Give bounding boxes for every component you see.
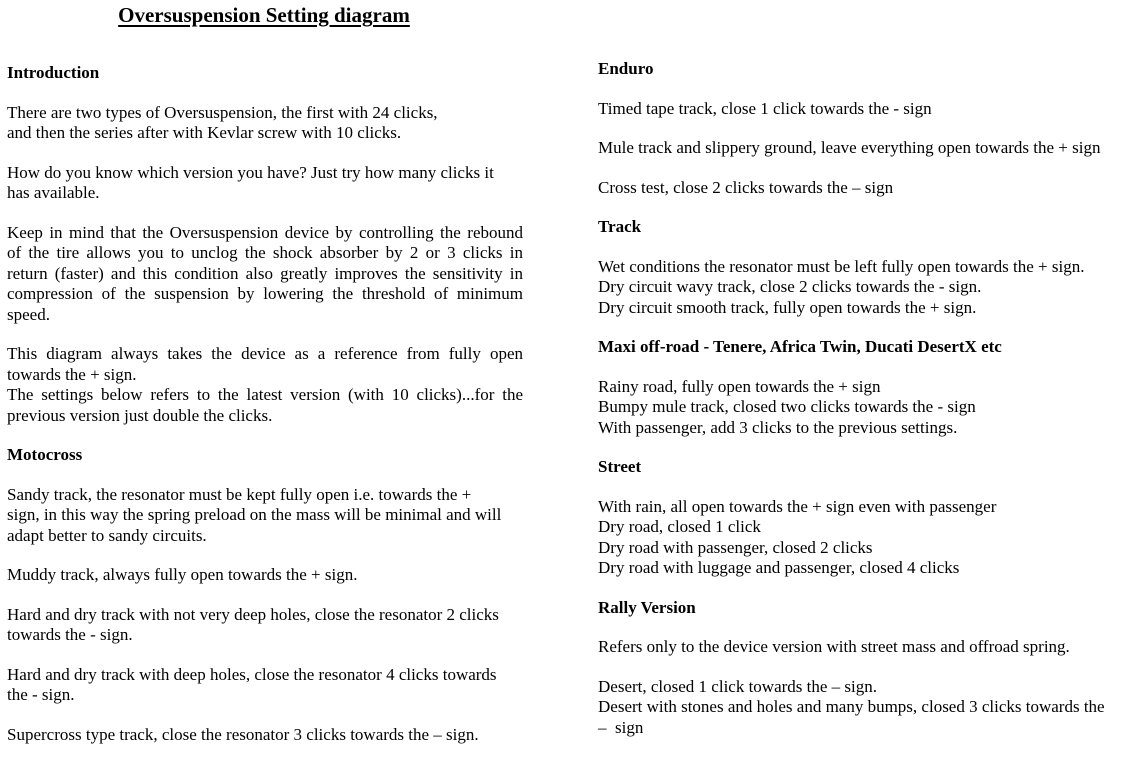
text-line: Dry road, closed 1 click [598,517,761,536]
paragraph [7,485,523,547]
text-line: towards the - sign. [7,625,133,644]
text-line: Hard and dry track with deep holes, close the resonator 4 clicks towards [7,664,497,684]
paragraph [7,665,523,706]
section-heading-maxi-off-road: Maxi off-road - Tenere, Africa Twin, Ducati DesertX etc [598,337,1002,356]
section-heading-track: Track [598,217,642,236]
right-column [598,59,1125,757]
paragraph [7,223,523,326]
paragraph [598,377,1125,439]
text-line: Desert with stones and holes and many bumps, closed 3 clicks towards the [598,697,1105,716]
text-line: With passenger, add 3 clicks to the previous settings. [598,417,958,437]
text-line: and then the series after with Kevlar screw with 10 clicks. [7,123,402,142]
left-column [7,63,523,764]
text-line: has available. [7,183,100,202]
paragraph [598,138,1125,159]
text-line: Timed tape track, close 1 click towards the - sign [598,98,932,118]
text-line: the - sign. [7,685,75,704]
document-title: Oversuspension Setting diagram [118,3,410,27]
text-line: return (faster) and this condition also greatly improves the sensitivity in [7,263,523,283]
text-line: How do you know which version you have? Just try how many clicks it [7,162,494,182]
text-line: Dry road with luggage and passenger, closed 4 clicks [598,558,960,577]
text-line: Wet conditions the resonator must be left fully open towards the + sign. [598,256,1085,276]
paragraph [7,565,523,586]
paragraph [598,677,1125,739]
text-line: previous version just double the clicks. [7,405,273,425]
text-line: The settings below refers to the latest version (with 10 clicks)...for the [7,385,523,404]
paragraph [7,163,523,204]
text-line: Cross test, close 2 clicks towards the – sign [598,177,894,197]
text-line: Dry circuit smooth track, fully open towards the + sign. [598,297,977,317]
text-line: Dry circuit wavy track, close 2 clicks towards the - sign. [598,277,982,296]
paragraph [7,344,523,426]
text-line: Dry road with passenger, closed 2 clicks [598,537,873,557]
text-line: Bumpy mule track, closed two clicks towards the - sign [598,397,976,416]
paragraph [7,103,523,144]
text-line: – sign [598,717,644,737]
text-line: With rain, all open towards the + sign even with passenger [598,496,997,516]
section-heading-street: Street [598,457,642,476]
text-line: Hard and dry track with not very deep holes, close the resonator 2 clicks [7,604,499,624]
text-line: Desert, closed 1 click towards the – sign. [598,676,878,696]
text-line: Mule track and slippery ground, leave everything open towards the + sign [598,138,1101,157]
text-line: Sandy track, the resonator must be kept fully open i.e. towards the + [7,484,472,504]
text-line: Supercross type track, close the resonator 3 clicks towards the – sign. [7,724,479,744]
paragraph [598,99,1125,120]
paragraph [598,178,1125,199]
text-line: compression of the suspension by lowering the threshold of minimum [7,284,523,303]
paragraph [7,725,523,746]
text-line: Rainy road, fully open towards the + sign [598,376,881,396]
text-line: of the tire allows you to unclog the shock absorber by 2 or 3 clicks in [7,243,523,262]
paragraph [598,637,1125,658]
section-heading-introduction: Introduction [7,63,100,82]
paragraph [598,497,1125,579]
paragraph [7,605,523,646]
text-line: Muddy track, always fully open towards the + sign. [7,565,358,584]
section-heading-rally-version: Rally Version [598,597,696,617]
text-line: towards the + sign. [7,364,137,384]
text-line: This diagram always takes the device as a reference from fully open [7,344,523,363]
section-heading-motocross: Motocross [7,445,83,464]
text-line: Keep in mind that the Oversuspension device by controlling the rebound [7,222,523,242]
text-line: speed. [7,304,50,324]
section-heading-enduro: Enduro [598,59,654,78]
text-line: adapt better to sandy circuits. [7,525,207,545]
text-line: Refers only to the device version with street mass and offroad spring. [598,637,1070,656]
text-line: There are two types of Oversuspension, the first with 24 clicks, [7,102,438,122]
text-line: sign, in this way the spring preload on the mass will be minimal and will [7,505,502,524]
paragraph [598,257,1125,319]
